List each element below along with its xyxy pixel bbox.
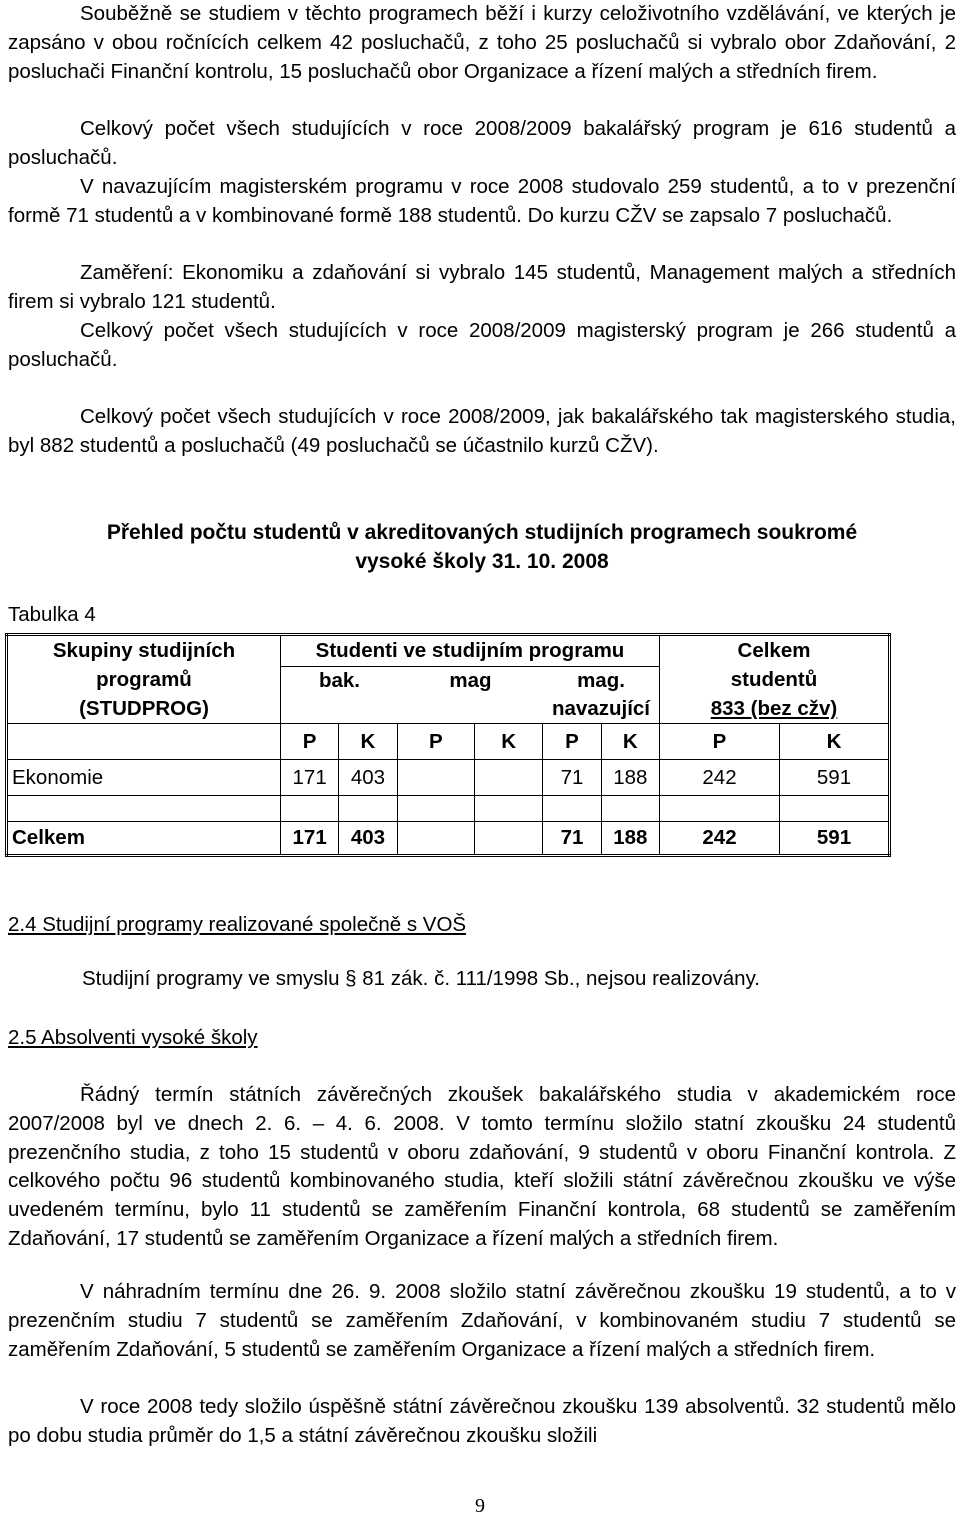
paragraph-text: Řádný termín státních závěrečných zkoušek bakalářského studia v akademickém roce 2007/2008 byl ve dnech 2. 6. – 4. 6. 2008. V tomto termínu složilo statní zkoušku 24 studentů prezenčního studia, z toho 15 studentů v oboru zdaňování, 9 studentů v oboru Finanční kontrola. Z celkového počtu 96 studentů kombinovaného studia, kteří složili státní závěrečnou zkoušku ve výše uvedeném termínu, bylo 11 studentů se zaměřením Finanční kontrola, 68 studentů se zaměřením Zdaňování, 17 studentů se zaměřením Organizace a řízení malých a středních firem. xyxy=(8,1083,956,1250)
header-group xyxy=(7,635,281,724)
cell: 591 xyxy=(780,822,890,856)
paragraph-mag-program xyxy=(8,173,956,231)
section-2-4-title: 2.4 Studijní programy realizované společně s VOŠ xyxy=(8,913,467,936)
section-2-5-title: 2.5 Absolventi vysoké školy xyxy=(8,1026,258,1049)
header-bak: bak. xyxy=(318,669,361,692)
header-mag-nav xyxy=(543,667,659,723)
cell xyxy=(475,760,543,796)
paragraph-cziv-courses xyxy=(8,0,956,86)
cell: 71 xyxy=(543,760,601,796)
paragraph-exams xyxy=(8,1081,956,1254)
paragraph-text: Celkový počet všech studujících v roce 2008/2009, jak bakalářského tak magisterského studia, byl 882 studentů a posluchačů (49 posluchačů se účastnilo kurzů CŽV). xyxy=(8,405,956,457)
cell: 242 xyxy=(660,760,780,796)
cell xyxy=(475,822,543,856)
pk-cell: K xyxy=(601,724,659,760)
header-mag-nav-line2: navazující xyxy=(552,697,650,720)
paragraph-resit xyxy=(8,1278,956,1364)
paragraph-joint-programs: Studijní programy ve smyslu § 81 zák. č. 111/1998 Sb., nejsou realizovány. xyxy=(82,967,760,990)
header-group-line3: (STUDPROG) xyxy=(79,697,209,720)
row-label: Ekonomie xyxy=(7,760,281,796)
cell: 171 xyxy=(281,760,339,796)
pk-cell: P xyxy=(281,724,339,760)
cell xyxy=(397,822,474,856)
pk-empty xyxy=(7,724,281,760)
spacer-row xyxy=(7,796,890,822)
paragraph-text: Zaměření: Ekonomiku a zdaňování si vybralo 145 studentů, Management malých a středních firem si vybralo 121 studentů. xyxy=(8,261,956,313)
pk-cell: K xyxy=(339,724,397,760)
header-celkem-line2: studentů xyxy=(730,668,818,691)
pk-cell: P xyxy=(543,724,601,760)
paragraph-graduates xyxy=(8,1393,956,1451)
students-table xyxy=(5,633,891,857)
pk-cell: K xyxy=(475,724,543,760)
header-mag: mag xyxy=(449,669,492,692)
cell: 188 xyxy=(601,760,659,796)
paragraph-mag-total xyxy=(8,317,956,375)
paragraph-bak-total xyxy=(8,115,956,173)
paragraph-text: V náhradním termínu dne 26. 9. 2008 složilo statní závěrečnou zkoušku 19 studentů, a to v prezenčním studiu 7 studentů se zaměřením Zdaňování, v kombinovaném studiu 7 studentů se zaměřením Zdaňování, 5 studentů se zaměřením Organizace a řízení malých a středních firem. xyxy=(8,1280,956,1361)
cell: 242 xyxy=(660,822,780,856)
row-label: Celkem xyxy=(7,822,281,856)
header-mag-nav-line1: mag. xyxy=(577,669,625,692)
header-celkem-line1: Celkem xyxy=(737,639,811,662)
cell: 403 xyxy=(339,822,397,856)
paragraph-grand-total xyxy=(8,403,956,461)
cell: 591 xyxy=(780,760,890,796)
cell: 171 xyxy=(281,822,339,856)
paragraph-text: Souběžně se studiem v těchto programech běží i kurzy celoživotního vzdělávání, ve kterých je zapsáno v obou ročnících celkem 42 posluchačů, z toho 25 posluchačů si vybralo obor Zdaňování, 2 posluchači Finanční kontrolu, 15 posluchačů obor Organizace a řízení malých a středních firem. xyxy=(8,2,956,83)
spacer xyxy=(7,796,281,822)
paragraph-text: Celkový počet všech studujících v roce 2008/2009 bakalářský program je 616 studentů a posluchačů. xyxy=(8,117,956,169)
paragraph-text: V roce 2008 tedy složilo úspěšně státní závěrečnou zkoušku 139 absolventů. 32 studentů mělo po dobu studia průměr do 1,5 a státní závěrečnou zkoušku složili xyxy=(8,1395,956,1447)
page-number: 9 xyxy=(475,1495,485,1517)
paragraph-specialization xyxy=(8,259,956,317)
cell: 403 xyxy=(339,760,397,796)
cell: 188 xyxy=(601,822,659,856)
table-heading-line2: vysoké školy 31. 10. 2008 xyxy=(355,550,609,573)
pk-cell: P xyxy=(660,724,780,760)
pk-cell: P xyxy=(397,724,474,760)
table-heading xyxy=(8,518,956,576)
table-caption: Tabulka 4 xyxy=(8,603,96,626)
header-celkem-line3: 833 (bez cžv) xyxy=(710,697,838,720)
header-studenti xyxy=(281,635,660,724)
table-row xyxy=(7,760,890,796)
header-group-line2: programů xyxy=(96,668,192,691)
paragraph-text: V navazujícím magisterském programu v roce 2008 studovalo 259 studentů, a to v prezenční formě 71 studentů a v kombinované formě 188 studentů. Do kurzu CŽV se zapsalo 7 posluchačů. xyxy=(8,175,956,227)
header-group-line1: Skupiny studijních xyxy=(52,639,236,662)
header-studenti-label: Studenti ve studijním programu xyxy=(281,636,659,667)
table-heading-line1: Přehled počtu studentů v akreditovaných studijních programech soukromé xyxy=(106,521,858,544)
header-celkem xyxy=(660,635,890,724)
cell xyxy=(397,760,474,796)
cell: 71 xyxy=(543,822,601,856)
pk-cell: K xyxy=(780,724,890,760)
paragraph-text: Celkový počet všech studujících v roce 2008/2009 magisterský program je 266 studentů a posluchačů. xyxy=(8,319,956,371)
table-row xyxy=(7,822,890,856)
